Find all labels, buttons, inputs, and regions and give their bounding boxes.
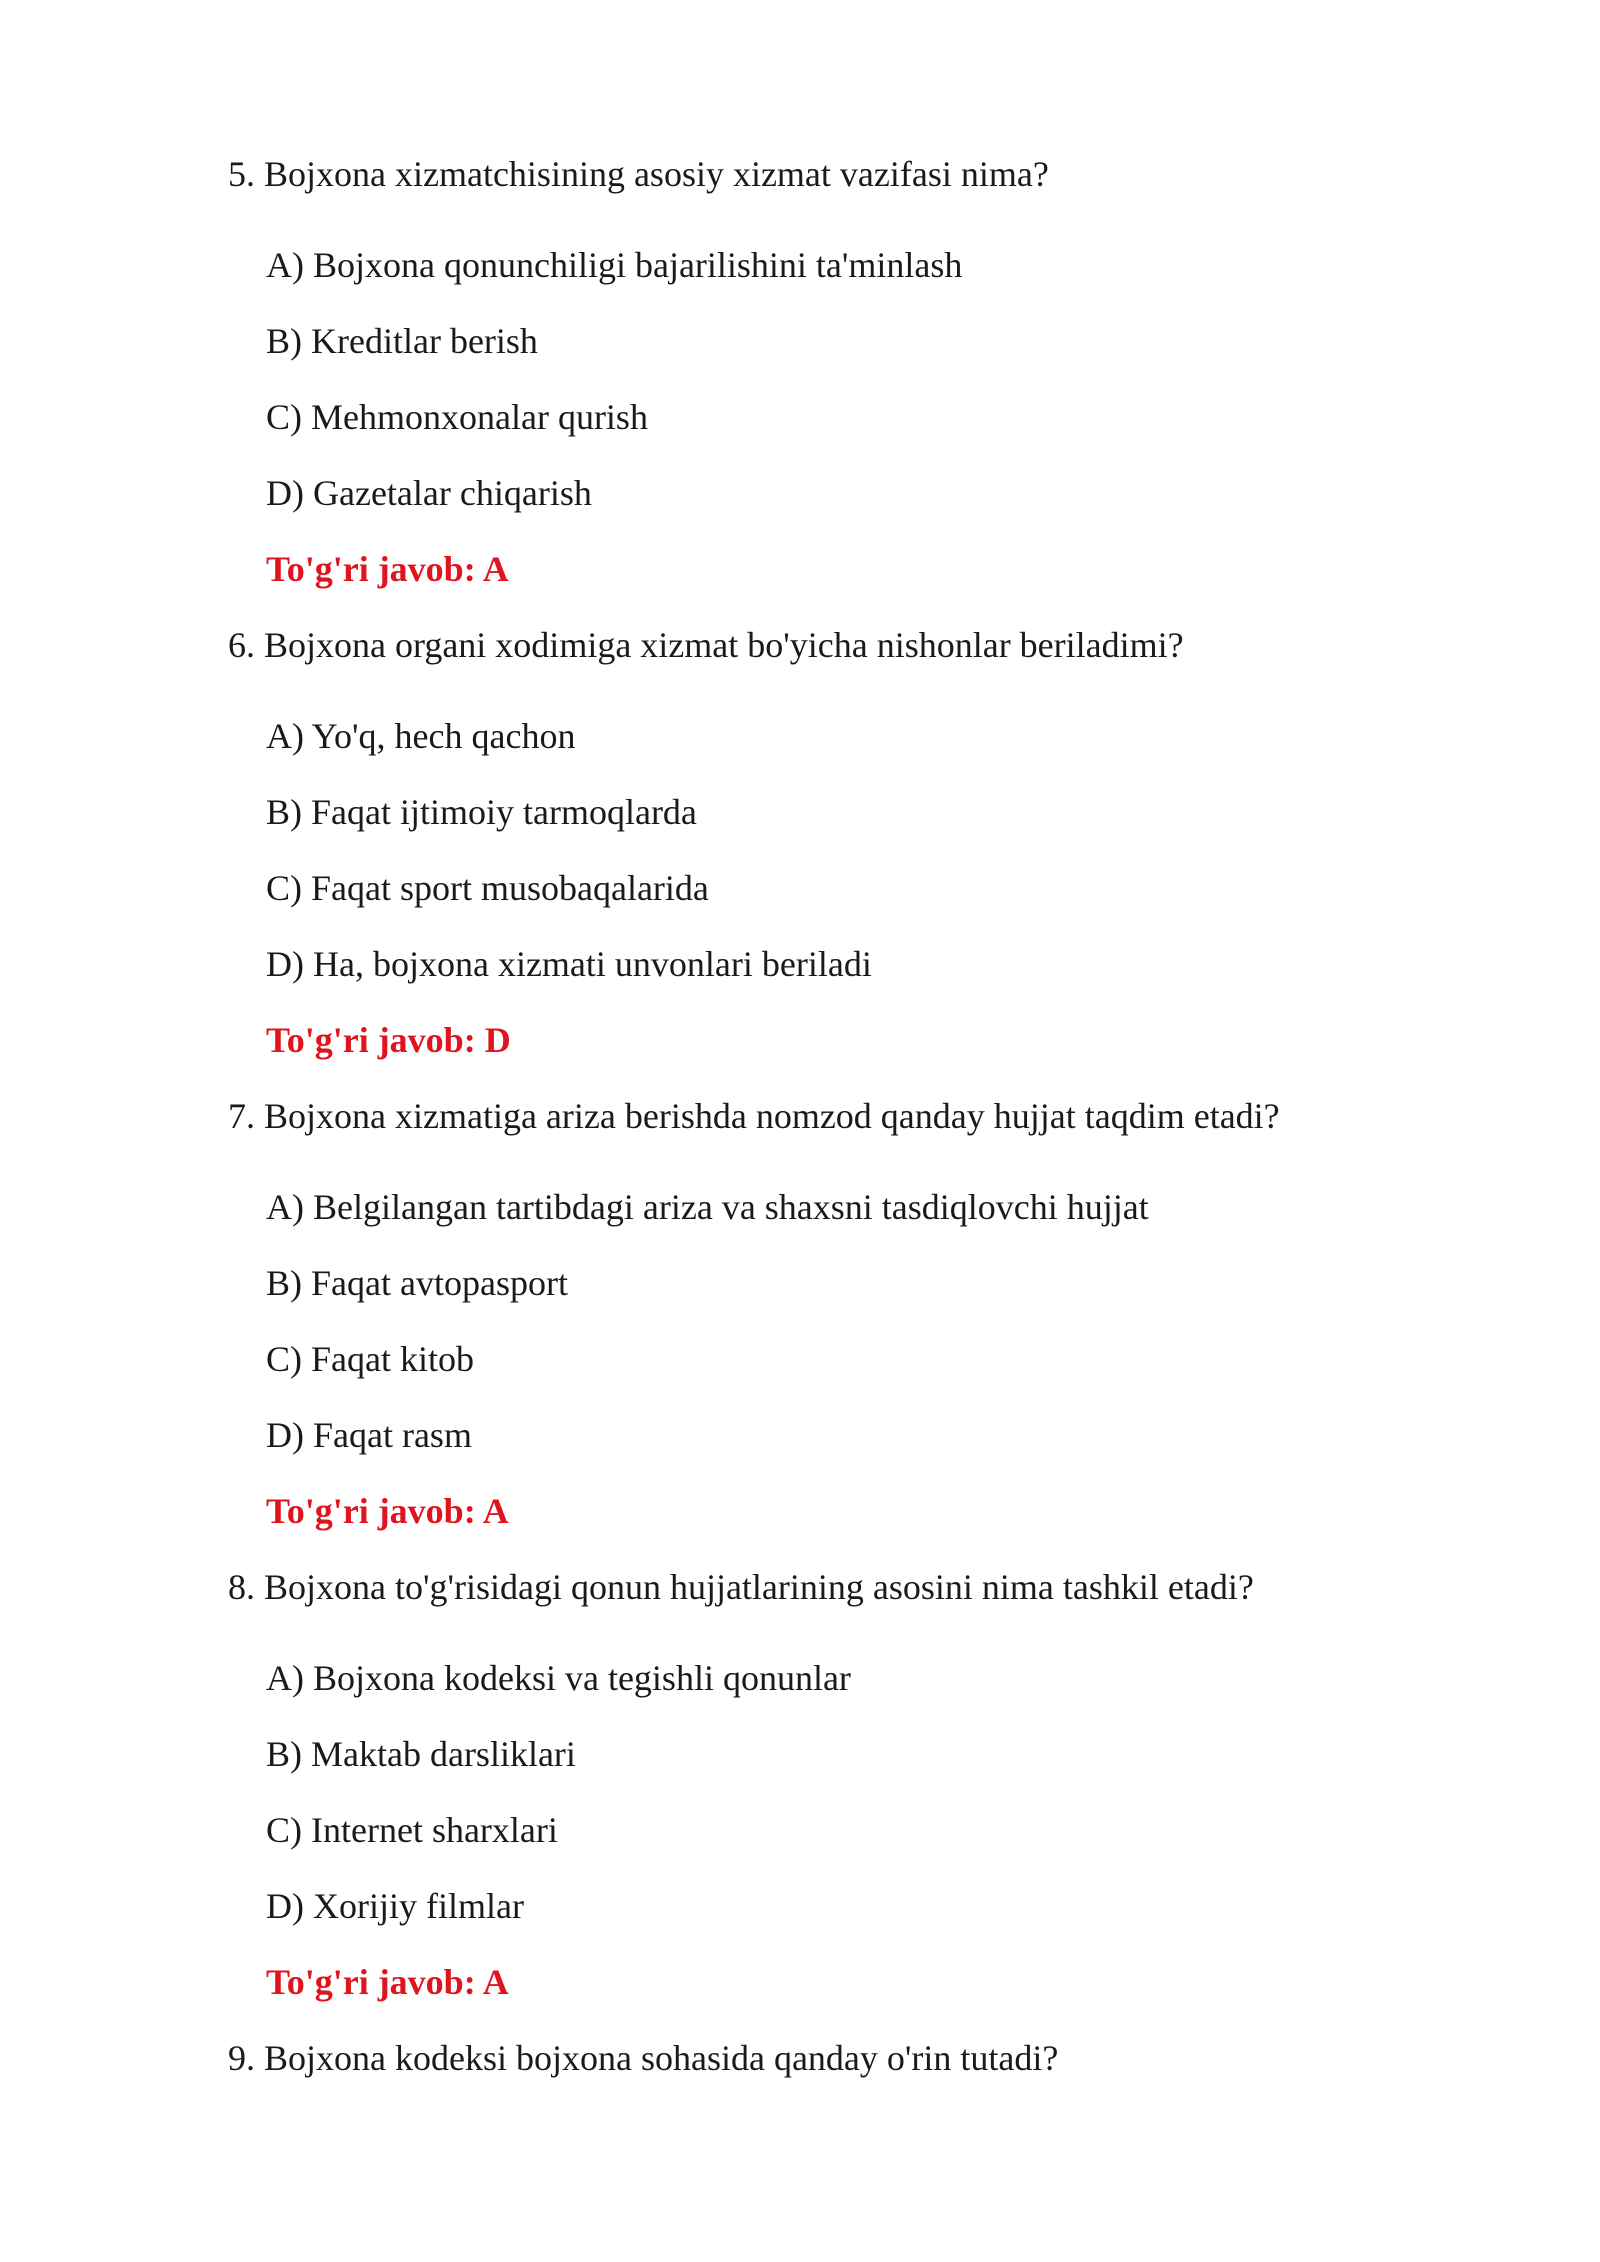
option-b: B) Faqat ijtimoiy tarmoqlarda bbox=[266, 792, 697, 832]
option-d: D) Faqat rasm bbox=[266, 1415, 472, 1455]
option-a: A) Bojxona qonunchiligi bajarilishini ta'minlash bbox=[266, 245, 963, 285]
option-c: C) Faqat kitob bbox=[266, 1339, 474, 1379]
option-a: A) Yo'q, hech qachon bbox=[266, 716, 576, 756]
option-d: D) Ha, bojxona xizmati unvonlari beriladi bbox=[266, 944, 872, 984]
option-b: B) Kreditlar berish bbox=[266, 321, 538, 361]
option-d: D) Xorijiy filmlar bbox=[266, 1886, 524, 1926]
option-c: C) Faqat sport musobaqalarida bbox=[266, 868, 709, 908]
question-text: 7. Bojxona xizmatiga ariza berishda nomzod qanday hujjat taqdim etadi? bbox=[228, 1096, 1280, 1136]
question-text: 6. Bojxona organi xodimiga xizmat bo'yicha nishonlar beriladimi? bbox=[228, 625, 1184, 665]
option-c: C) Internet sharxlari bbox=[266, 1810, 558, 1850]
correct-answer: To'g'ri javob: A bbox=[266, 1491, 509, 1531]
option-a: A) Belgilangan tartibdagi ariza va shaxsni tasdiqlovchi hujjat bbox=[266, 1187, 1149, 1227]
question-text: 9. Bojxona kodeksi bojxona sohasida qanday o'rin tutadi? bbox=[228, 2038, 1059, 2078]
correct-answer: To'g'ri javob: A bbox=[266, 1962, 509, 2002]
option-c: C) Mehmonxonalar qurish bbox=[266, 397, 648, 437]
question-text: 8. Bojxona to'g'risidagi qonun hujjatlarining asosini nima tashkil etadi? bbox=[228, 1567, 1254, 1607]
correct-answer: To'g'ri javob: A bbox=[266, 549, 509, 589]
option-b: B) Faqat avtopasport bbox=[266, 1263, 568, 1303]
question-text: 5. Bojxona xizmatchisining asosiy xizmat vazifasi nima? bbox=[228, 154, 1049, 194]
option-a: A) Bojxona kodeksi va tegishli qonunlar bbox=[266, 1658, 851, 1698]
option-b: B) Maktab darsliklari bbox=[266, 1734, 576, 1774]
correct-answer: To'g'ri javob: D bbox=[266, 1020, 511, 1060]
option-d: D) Gazetalar chiqarish bbox=[266, 473, 592, 513]
